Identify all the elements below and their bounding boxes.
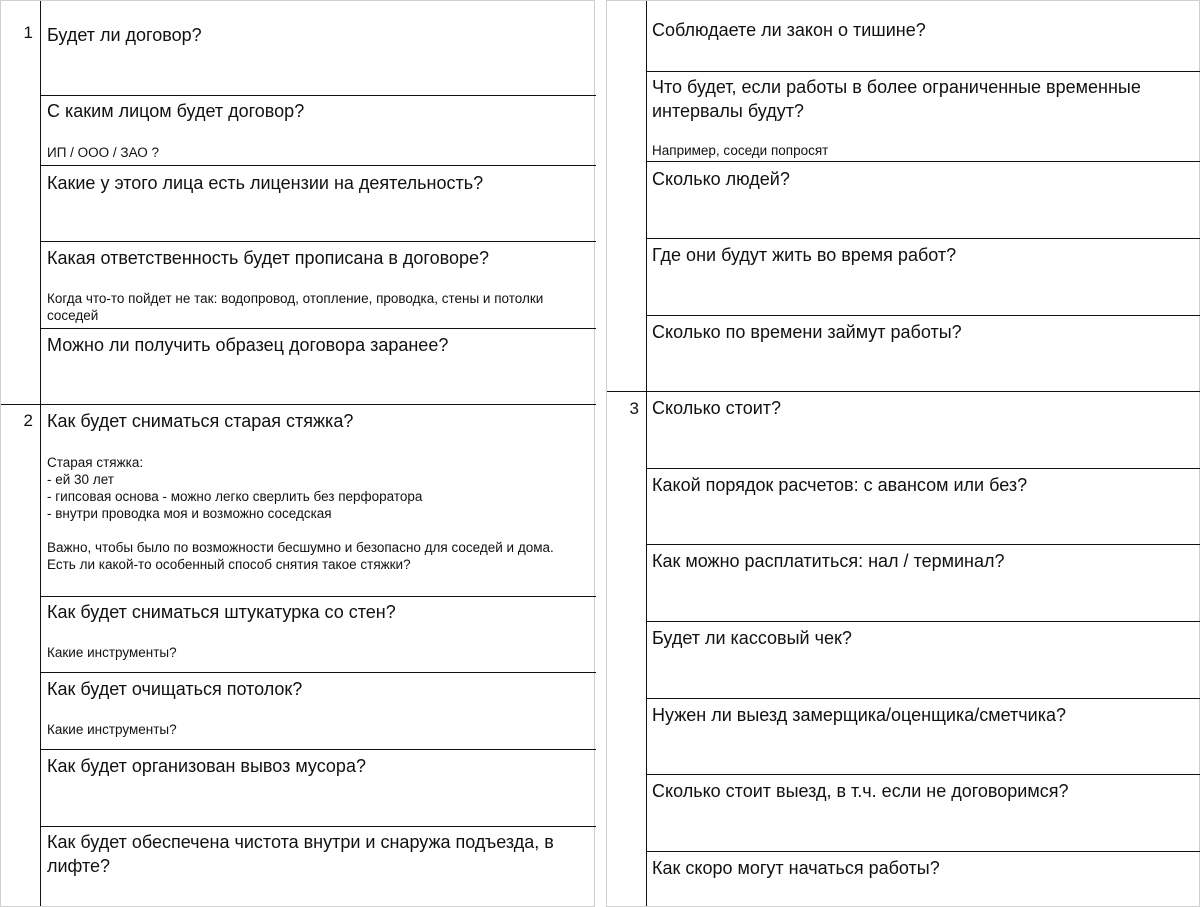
row-divider [647,161,1200,162]
left-number-column-divider [1,1,41,906]
question-note: ИП / ООО / ЗАО ? [47,145,160,160]
row-divider [647,621,1200,622]
question: Как будет очищаться потолок? [47,679,303,699]
row-divider [41,672,596,673]
section-divider [1,404,596,405]
question-note: Когда что-то пойдет не так: водопровод, отопление, проводка, стены и потолки соседей [47,291,544,323]
row-divider [41,241,596,242]
question-note: Какие инструменты? [47,722,177,737]
question: Как будет сниматься старая стяжка? [47,411,354,431]
section-number-2: 2 [23,411,33,430]
row-divider [41,749,596,750]
row-divider [647,698,1200,699]
row-divider [41,826,596,827]
right-page [606,0,1200,907]
question: Сколько стоит выезд, в т.ч. если не договоримся? [652,781,1069,801]
question-note: Старая стяжка: - ей 30 лет - гипсовая основа - можно легко сверлить без перфоратора - внутри проводка моя и возможно соседская Важно, чтобы было по возможности бесшумно и безопасно для соседей и дома. Есть ли какой-то особенный способ снятия такое стяжки? [47,455,554,572]
row-divider [647,238,1200,239]
question: Как скоро могут начаться работы? [652,858,940,878]
question: Как будет сниматься штукатурка со стен? [47,602,396,622]
question: Соблюдаете ли закон о тишине? [652,20,926,40]
question: Какая ответственность будет прописана в договоре? [47,248,490,268]
right-number-column-divider [607,1,647,906]
question: Нужен ли выезд замерщика/оценщика/сметчика? [652,705,1067,725]
question-note: Какие инструменты? [47,645,177,660]
section-number-1: 1 [23,23,33,42]
row-divider [41,596,596,597]
row-divider [647,315,1200,316]
question-note: Например, соседи попросят [652,143,829,158]
question: Сколько стоит? [652,398,782,418]
question: Будет ли кассовый чек? [652,628,852,648]
left-page [0,0,595,907]
question: Будет ли договор? [47,25,202,45]
row-divider [647,774,1200,775]
row-divider [41,328,596,329]
row-divider [647,851,1200,852]
row-divider [647,71,1200,72]
row-divider [647,468,1200,469]
question: Какой порядок расчетов: с авансом или без? [652,475,1028,495]
section-number-3: 3 [629,399,639,418]
question: Как будет организован вывоз мусора? [47,756,366,776]
row-divider [647,544,1200,545]
question: С каким лицом будет договор? [47,101,305,121]
question: Сколько людей? [652,169,790,189]
question: Сколько по времени займут работы? [652,322,962,342]
question: Какие у этого лица есть лицензии на деятельность? [47,173,484,193]
section-divider [607,391,1200,392]
row-divider [41,95,596,96]
question: Как будет обеспечена чистота внутри и снаружа подъезда, в лифте? [47,832,554,876]
question: Что будет, если работы в более ограниченные временные интервалы будут? [652,77,1141,121]
row-divider [41,165,596,166]
question: Можно ли получить образец договора заранее? [47,335,449,355]
question: Как можно расплатиться: нал / терминал? [652,551,1005,571]
question: Где они будут жить во время работ? [652,245,957,265]
